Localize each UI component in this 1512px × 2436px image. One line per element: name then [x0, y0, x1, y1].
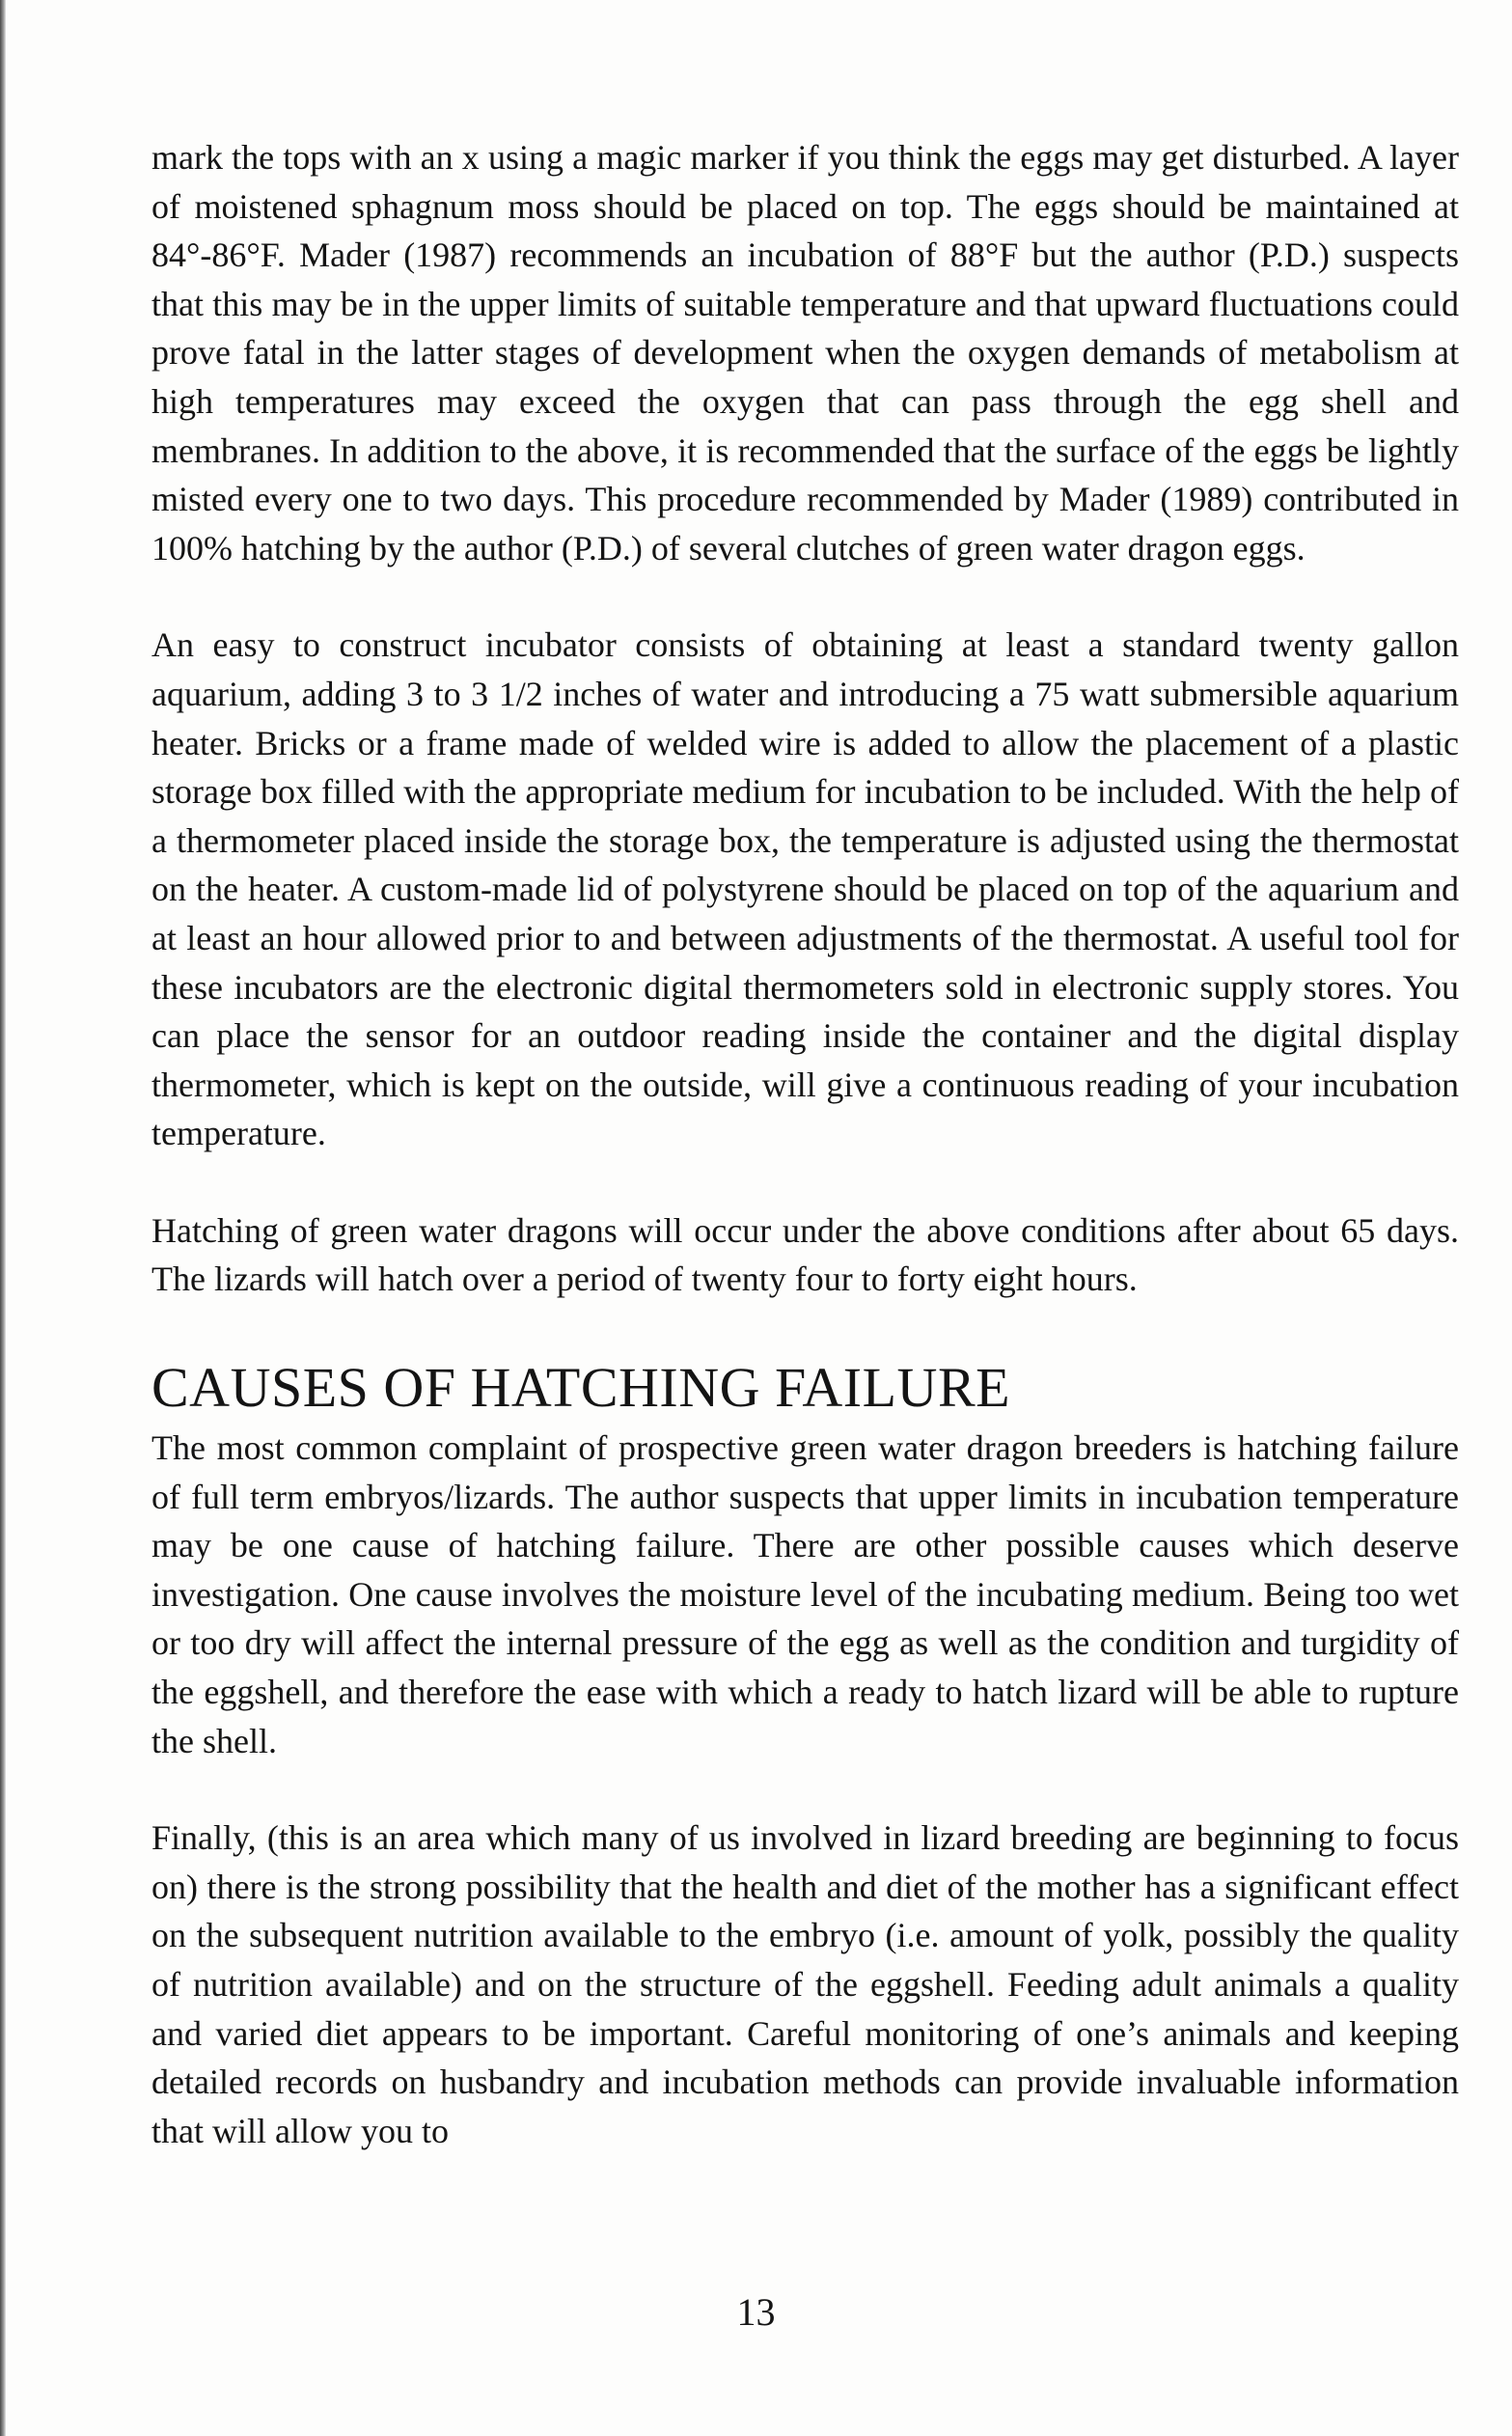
paragraph-hatching-time: Hatching of green water dragons will occur under the above conditions after about 65 days. The lizards will hatch over a period of twenty four to forty eight hours.	[151, 1210, 1459, 1299]
paragraph-incubator-construction: An easy to construct incubator consists of obtaining at least a standard twenty gallon aquarium, adding 3 to 3 1/2 inches of water and introducing a 75 watt submersible aquarium heater. Bricks or a frame made of welded wire is added to allow the placement of a plastic storage box filled with the appropriate medium for incubation to be included. With the help of a thermometer placed inside the storage box, the temperature is adjusted using the thermostat on the heater. A custom-made lid of polystyrene should be placed on top of the aquarium and at least an hour allowed prior to and between adjustments of the thermostat. A useful tool for these incubators are the electronic digital thermometers sold in electronic supply stores. You can place the sensor for an outdoor reading inside the container and the digital display thermometer, which is kept on the outside, will give a continuous reading of your incubation temperature.	[151, 625, 1459, 1153]
paragraph-maternal-diet: Finally, (this is an area which many of us involved in lizard breeding are beginning to focus on) there is the strong possibility that the health and diet of the mother has a significant effect on the subsequent nutrition available to the embryo (i.e. amount of yolk, possibly the quality of nutrition available) and on the structure of the eggshell. Feeding adult animals a quality and varied diet appears to be important. Careful monitoring of one’s animals and keeping detailed records on husbandry and incubation methods can provide invaluable information that will allow you to	[151, 1818, 1459, 2150]
page-binding-edge	[0, 0, 6, 2436]
paragraph-hatching-failure: The most common complaint of prospective green water dragon breeders is hatching failure of full term embryos/lizards. The author suspects that upper limits in incubation temperature may be one cause of hatching failure. There are other possible causes which deserve investigation. One cause involves the moisture level of the incubating medium. Being too wet or too dry will affect the internal pressure of the egg as well as the condition and turgidity of the eggshell, and therefore the ease with which a ready to hatch lizard will be able to rupture the shell.	[151, 1428, 1459, 1760]
page-body	[151, 133, 1459, 2155]
section-heading: CAUSES OF HATCHING FAILURE	[151, 1356, 1011, 1420]
page-number: 13	[736, 2290, 776, 2334]
paragraph-incubation-medium: mark the tops with an x using a magic marker if you think the eggs may get disturbed. A layer of moistened sphagnum moss should be placed on top. The eggs should be maintained at 84°-86°F. Mader (1987) recommends an incubation of 88°F but the author (P.D.) suspects that this may be in the upper limits of suitable temperature and that upward fluctuations could prove fatal in the latter stages of development when the oxygen demands of metabolism at high temperatures may exceed the oxygen that can pass through the egg shell and membranes. In addition to the above, it is recommended that the surface of the eggs be lightly misted every one to two days. This procedure recommended by Mader (1989) contributed in 100% hatching by the author (P.D.) of several clutches of green water dragon eggs.	[151, 138, 1459, 567]
